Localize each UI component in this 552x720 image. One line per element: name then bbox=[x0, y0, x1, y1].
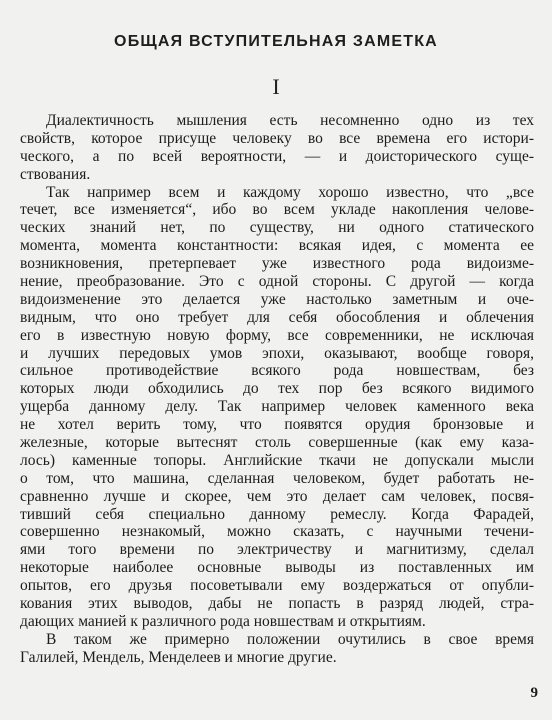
text-line: не хотел верить тому, что появятся орудия бронзовые и bbox=[20, 416, 534, 434]
text-line: момента, момента константности: всякая идея, с момента ее bbox=[20, 237, 534, 255]
text-line: видоизменение это делается уже настолько заметным и оче- bbox=[20, 290, 534, 308]
text-line: тивший себя специально данному ремеслу. Когда Фарадей, bbox=[20, 505, 534, 523]
page-title: ОБЩАЯ ВСТУПИТЕЛЬНАЯ ЗАМЕТКА bbox=[114, 33, 438, 50]
text-line: дающих манией к различного рода новшествам и открытиям. bbox=[20, 612, 426, 630]
text-line: ущерба данному делу. Так например человек каменного века bbox=[20, 398, 534, 416]
text-line: о том, что машина, сделанная человеком, будет работать не- bbox=[20, 469, 534, 487]
text-line: и лучших передовых умов эпохи, оказывают, вообще говоря, bbox=[20, 344, 534, 362]
page-number: 9 bbox=[530, 685, 538, 701]
text-line: опытов, его друзья посоветывали ему воздержаться от опубли- bbox=[20, 577, 534, 595]
text-line: свойств, которое присуще человеку во все времена его истори- bbox=[20, 129, 534, 147]
text-line: некоторые наиболее основные выводы из поставленных им bbox=[20, 559, 534, 577]
text-line: возникновения, претерпевает уже известного рода видоизме- bbox=[20, 255, 534, 273]
text-line: ческих знаний нет, по существу, ни одного статического bbox=[20, 219, 534, 237]
text-line: железные, которые вытеснят столь совершенные (как ему каза- bbox=[20, 434, 534, 452]
text-line: которых люди обходились до тех пор без всякого видимого bbox=[20, 380, 534, 398]
text-line: видным, что оно требует для себя обособления и облечения bbox=[20, 308, 534, 326]
text-line: лось) каменные топоры. Английские ткачи не допускали мысли bbox=[20, 451, 534, 469]
section-number: I bbox=[272, 74, 280, 99]
text-line: совершенно незнакомый, можно сказать, с научными течени- bbox=[20, 523, 534, 541]
text-line: нение, преобразование. Это с одной стороны. С другой — когда bbox=[20, 273, 534, 291]
paragraph-1 bbox=[20, 112, 534, 184]
text-line: Так например всем и каждому хорошо известно, что „все bbox=[46, 183, 534, 201]
text-line: ческого, а по всей вероятности, — и доисторического суще- bbox=[20, 147, 534, 165]
text-line: В таком же примерно положении очутились в свое время bbox=[46, 630, 534, 648]
text-line: Галилей, Мендель, Менделеев и многие другие. bbox=[20, 648, 337, 666]
paragraph-2 bbox=[20, 184, 534, 631]
text-line: сравненно лучше и скорее, чем это делает сам человек, посвя- bbox=[20, 487, 534, 505]
body-text bbox=[20, 112, 534, 667]
paragraph-3 bbox=[20, 631, 534, 667]
text-line: ями того времени по электричеству и магнитизму, сделал bbox=[20, 541, 534, 559]
text-line: сильное противодействие всякого рода новшествам, без bbox=[20, 362, 534, 380]
text-line: ствования. bbox=[20, 165, 91, 183]
text-line: кования этих выводов, дабы не попасть в разряд людей, стра- bbox=[20, 595, 534, 613]
text-line: его в известную новую форму, все современники, не исключая bbox=[20, 326, 534, 344]
text-line: течет, все изменяется“, ибо во всем укладе накопления челове- bbox=[20, 201, 534, 219]
text-line: Диалектичность мышления есть несомненно одно из тех bbox=[46, 112, 534, 129]
